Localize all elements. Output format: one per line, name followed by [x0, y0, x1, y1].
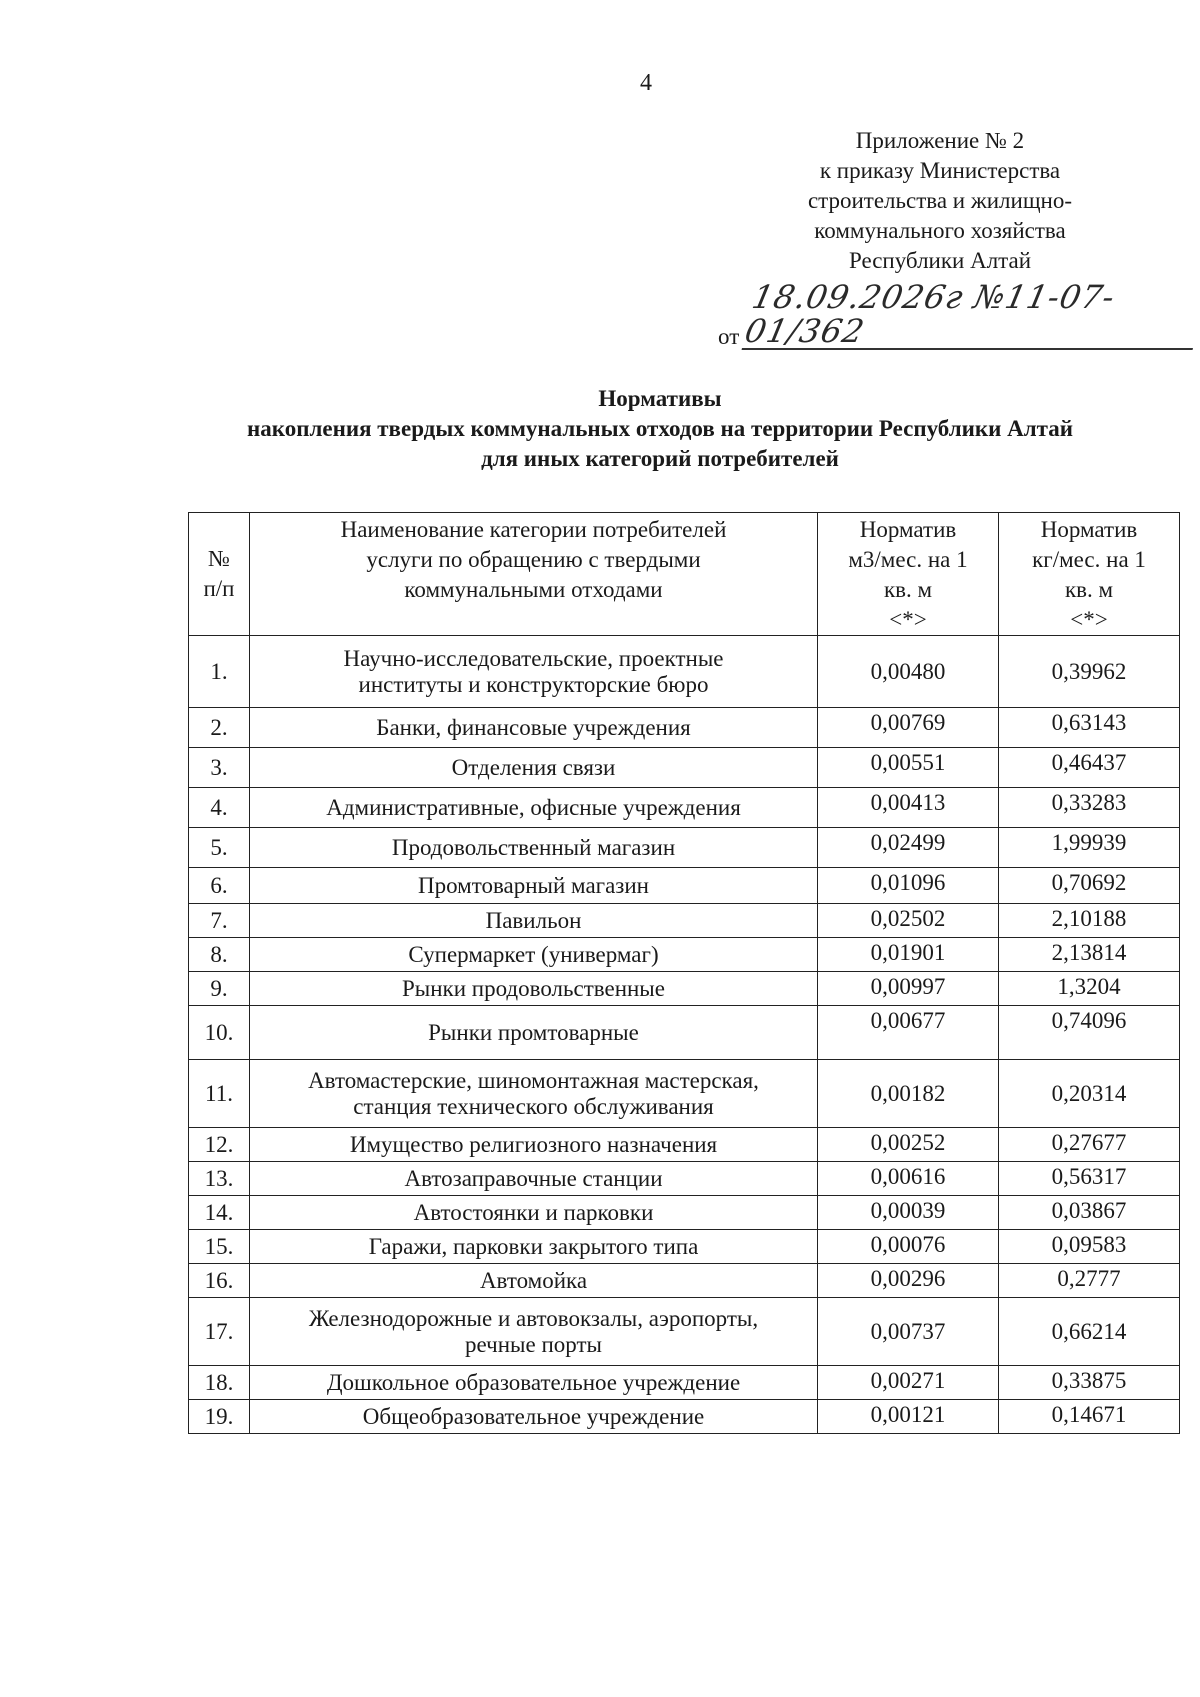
header-m3 [818, 513, 999, 636]
cell-kg: 0,56317 [999, 1162, 1180, 1196]
table-row [189, 788, 1180, 828]
cell-name-line: Имущество религиозного назначения [349, 1131, 718, 1157]
cell-m3: 0,01901 [818, 938, 999, 972]
page-number: 4 [640, 70, 652, 96]
table-row [189, 1128, 1180, 1162]
cell-name [250, 1196, 818, 1230]
cell-name-line: Автомойка [479, 1267, 588, 1293]
handwritten-date-number: 18.09.2026г №11-07-01/362 [742, 280, 1200, 350]
table-row [189, 868, 1180, 904]
cell-m3: 0,00997 [818, 972, 999, 1006]
title-line-1: Нормативы [598, 386, 722, 411]
header-text: п/п [203, 576, 235, 601]
cell-num: 1. [189, 636, 250, 708]
header-text: Наименование категории потребителей [340, 517, 727, 542]
cell-num: 5. [189, 828, 250, 868]
cell-name [250, 788, 818, 828]
cell-name [250, 1162, 818, 1196]
appendix-line: Приложение № 2 [855, 128, 1025, 153]
cell-kg: 2,10188 [999, 904, 1180, 938]
cell-name [250, 708, 818, 748]
cell-m3: 0,00182 [818, 1060, 999, 1128]
header-text: кв. м [883, 577, 933, 602]
cell-kg: 0,03867 [999, 1196, 1180, 1230]
cell-num: 12. [189, 1128, 250, 1162]
cell-name-line: Общеобразовательное учреждение [362, 1403, 705, 1429]
cell-kg: 1,99939 [999, 828, 1180, 868]
cell-name [250, 1230, 818, 1264]
table-row [189, 748, 1180, 788]
cell-m3: 0,00121 [818, 1400, 999, 1434]
cell-kg: 0,27677 [999, 1128, 1180, 1162]
cell-kg: 0,46437 [999, 748, 1180, 788]
table-row [189, 1366, 1180, 1400]
norms-table [188, 512, 1180, 1434]
cell-m3: 0,00296 [818, 1264, 999, 1298]
cell-name-line: Отделения связи [451, 754, 616, 780]
cell-num: 6. [189, 868, 250, 904]
cell-name-line: Продовольственный магазин [391, 834, 676, 860]
cell-m3: 0,00677 [818, 1006, 999, 1060]
cell-kg: 0,66214 [999, 1298, 1180, 1366]
cell-name [250, 1264, 818, 1298]
cell-name-line: Научно-исследовательские, проектные [343, 645, 724, 671]
header-text: № [208, 546, 230, 571]
cell-m3: 0,00039 [818, 1196, 999, 1230]
cell-kg: 2,13814 [999, 938, 1180, 972]
cell-name [250, 636, 818, 708]
cell-num: 15. [189, 1230, 250, 1264]
cell-kg: 0,70692 [999, 868, 1180, 904]
cell-num: 2. [189, 708, 250, 748]
cell-name [250, 1366, 818, 1400]
cell-num: 13. [189, 1162, 250, 1196]
cell-name-line: Павильон [485, 907, 582, 933]
cell-num: 17. [189, 1298, 250, 1366]
cell-kg: 1,3204 [999, 972, 1180, 1006]
cell-name-line: Рынки промтоварные [428, 1019, 639, 1045]
table-row [189, 1230, 1180, 1264]
cell-m3: 0,02499 [818, 828, 999, 868]
cell-kg: 0,63143 [999, 708, 1180, 748]
cell-num: 7. [189, 904, 250, 938]
cell-name [250, 938, 818, 972]
cell-kg: 0,2777 [999, 1264, 1180, 1298]
document-title [160, 384, 1160, 474]
cell-kg: 0,33875 [999, 1366, 1180, 1400]
title-line-3: для иных категорий потребителей [481, 446, 839, 471]
table-row [189, 1264, 1180, 1298]
cell-name-line: станция технического обслуживания [353, 1093, 714, 1119]
header-num [189, 513, 250, 636]
cell-name [250, 904, 818, 938]
cell-m3: 0,01096 [818, 868, 999, 904]
cell-num: 19. [189, 1400, 250, 1434]
cell-kg: 0,09583 [999, 1230, 1180, 1264]
header-text: м3/мес. на 1 [848, 547, 968, 572]
appendix-date [718, 280, 1200, 350]
cell-name [250, 868, 818, 904]
date-prefix: от [718, 324, 740, 349]
cell-m3: 0,02502 [818, 904, 999, 938]
appendix-header [790, 126, 1090, 276]
cell-name-line: Автомастерские, шиномонтажная мастерская, [308, 1067, 759, 1093]
cell-m3: 0,00480 [818, 636, 999, 708]
table-header-row [189, 513, 1180, 636]
cell-name-line: Промтоварный магазин [417, 872, 649, 898]
cell-m3: 0,00076 [818, 1230, 999, 1264]
cell-m3: 0,00551 [818, 748, 999, 788]
table-row [189, 1196, 1180, 1230]
header-name [250, 513, 818, 636]
header-kg [999, 513, 1180, 636]
cell-num: 8. [189, 938, 250, 972]
cell-name [250, 1060, 818, 1128]
cell-name-line: Административные, офисные учреждения [326, 794, 741, 820]
table-row [189, 1162, 1180, 1196]
header-text: кг/мес. на 1 [1032, 547, 1146, 572]
cell-name [250, 748, 818, 788]
cell-kg: 0,20314 [999, 1060, 1180, 1128]
cell-m3: 0,00737 [818, 1298, 999, 1366]
cell-num: 11. [189, 1060, 250, 1128]
cell-num: 3. [189, 748, 250, 788]
cell-num: 9. [189, 972, 250, 1006]
table-row [189, 938, 1180, 972]
cell-name [250, 828, 818, 868]
cell-name-line: Банки, финансовые учреждения [376, 714, 691, 740]
header-text: <*> [889, 607, 927, 632]
cell-name-line: Автозаправочные станции [404, 1165, 663, 1191]
header-text: Норматив [859, 517, 957, 542]
cell-m3: 0,00252 [818, 1128, 999, 1162]
cell-name-line: Дошкольное образовательное учреждение [326, 1369, 741, 1395]
appendix-line: коммунального хозяйства [814, 218, 1066, 243]
header-text: Норматив [1040, 517, 1138, 542]
cell-name-line: речные порты [465, 1331, 602, 1357]
appendix-line: к приказу Министерства [819, 158, 1061, 183]
table-body [189, 636, 1180, 1434]
cell-kg: 0,39962 [999, 636, 1180, 708]
cell-name [250, 972, 818, 1006]
cell-name-line: институты и конструкторские бюро [358, 671, 709, 697]
header-text: услуги по обращению с твердыми [366, 547, 701, 572]
cell-kg: 0,33283 [999, 788, 1180, 828]
table-row [189, 708, 1180, 748]
title-line-2: накопления твердых коммунальных отходов на территории Республики Алтай [247, 416, 1073, 441]
cell-name-line: Рынки продовольственные [402, 975, 665, 1001]
cell-name-line: Супермаркет (универмаг) [408, 941, 659, 967]
table-row [189, 972, 1180, 1006]
cell-m3: 0,00271 [818, 1366, 999, 1400]
cell-m3: 0,00413 [818, 788, 999, 828]
cell-kg: 0,74096 [999, 1006, 1180, 1060]
cell-num: 16. [189, 1264, 250, 1298]
cell-name [250, 1400, 818, 1434]
cell-name-line: Автостоянки и парковки [413, 1199, 654, 1225]
cell-m3: 0,00616 [818, 1162, 999, 1196]
cell-name [250, 1298, 818, 1366]
appendix-line: Республики Алтай [848, 248, 1032, 273]
table-row [189, 1006, 1180, 1060]
table-row [189, 1400, 1180, 1434]
cell-num: 10. [189, 1006, 250, 1060]
table-row [189, 828, 1180, 868]
table-row [189, 636, 1180, 708]
cell-name [250, 1006, 818, 1060]
table-row [189, 1298, 1180, 1366]
header-text: кв. м [1064, 577, 1114, 602]
cell-num: 14. [189, 1196, 250, 1230]
table-row [189, 1060, 1180, 1128]
cell-name [250, 1128, 818, 1162]
cell-name-line: Гаражи, парковки закрытого типа [368, 1233, 699, 1259]
cell-num: 4. [189, 788, 250, 828]
cell-kg: 0,14671 [999, 1400, 1180, 1434]
cell-m3: 0,00769 [818, 708, 999, 748]
header-text: <*> [1070, 607, 1108, 632]
cell-name-line: Железнодорожные и автовокзалы, аэропорты, [308, 1305, 759, 1331]
table-row [189, 904, 1180, 938]
cell-num: 18. [189, 1366, 250, 1400]
appendix-line: строительства и жилищно- [807, 188, 1073, 213]
header-text: коммунальными отходами [404, 577, 663, 602]
